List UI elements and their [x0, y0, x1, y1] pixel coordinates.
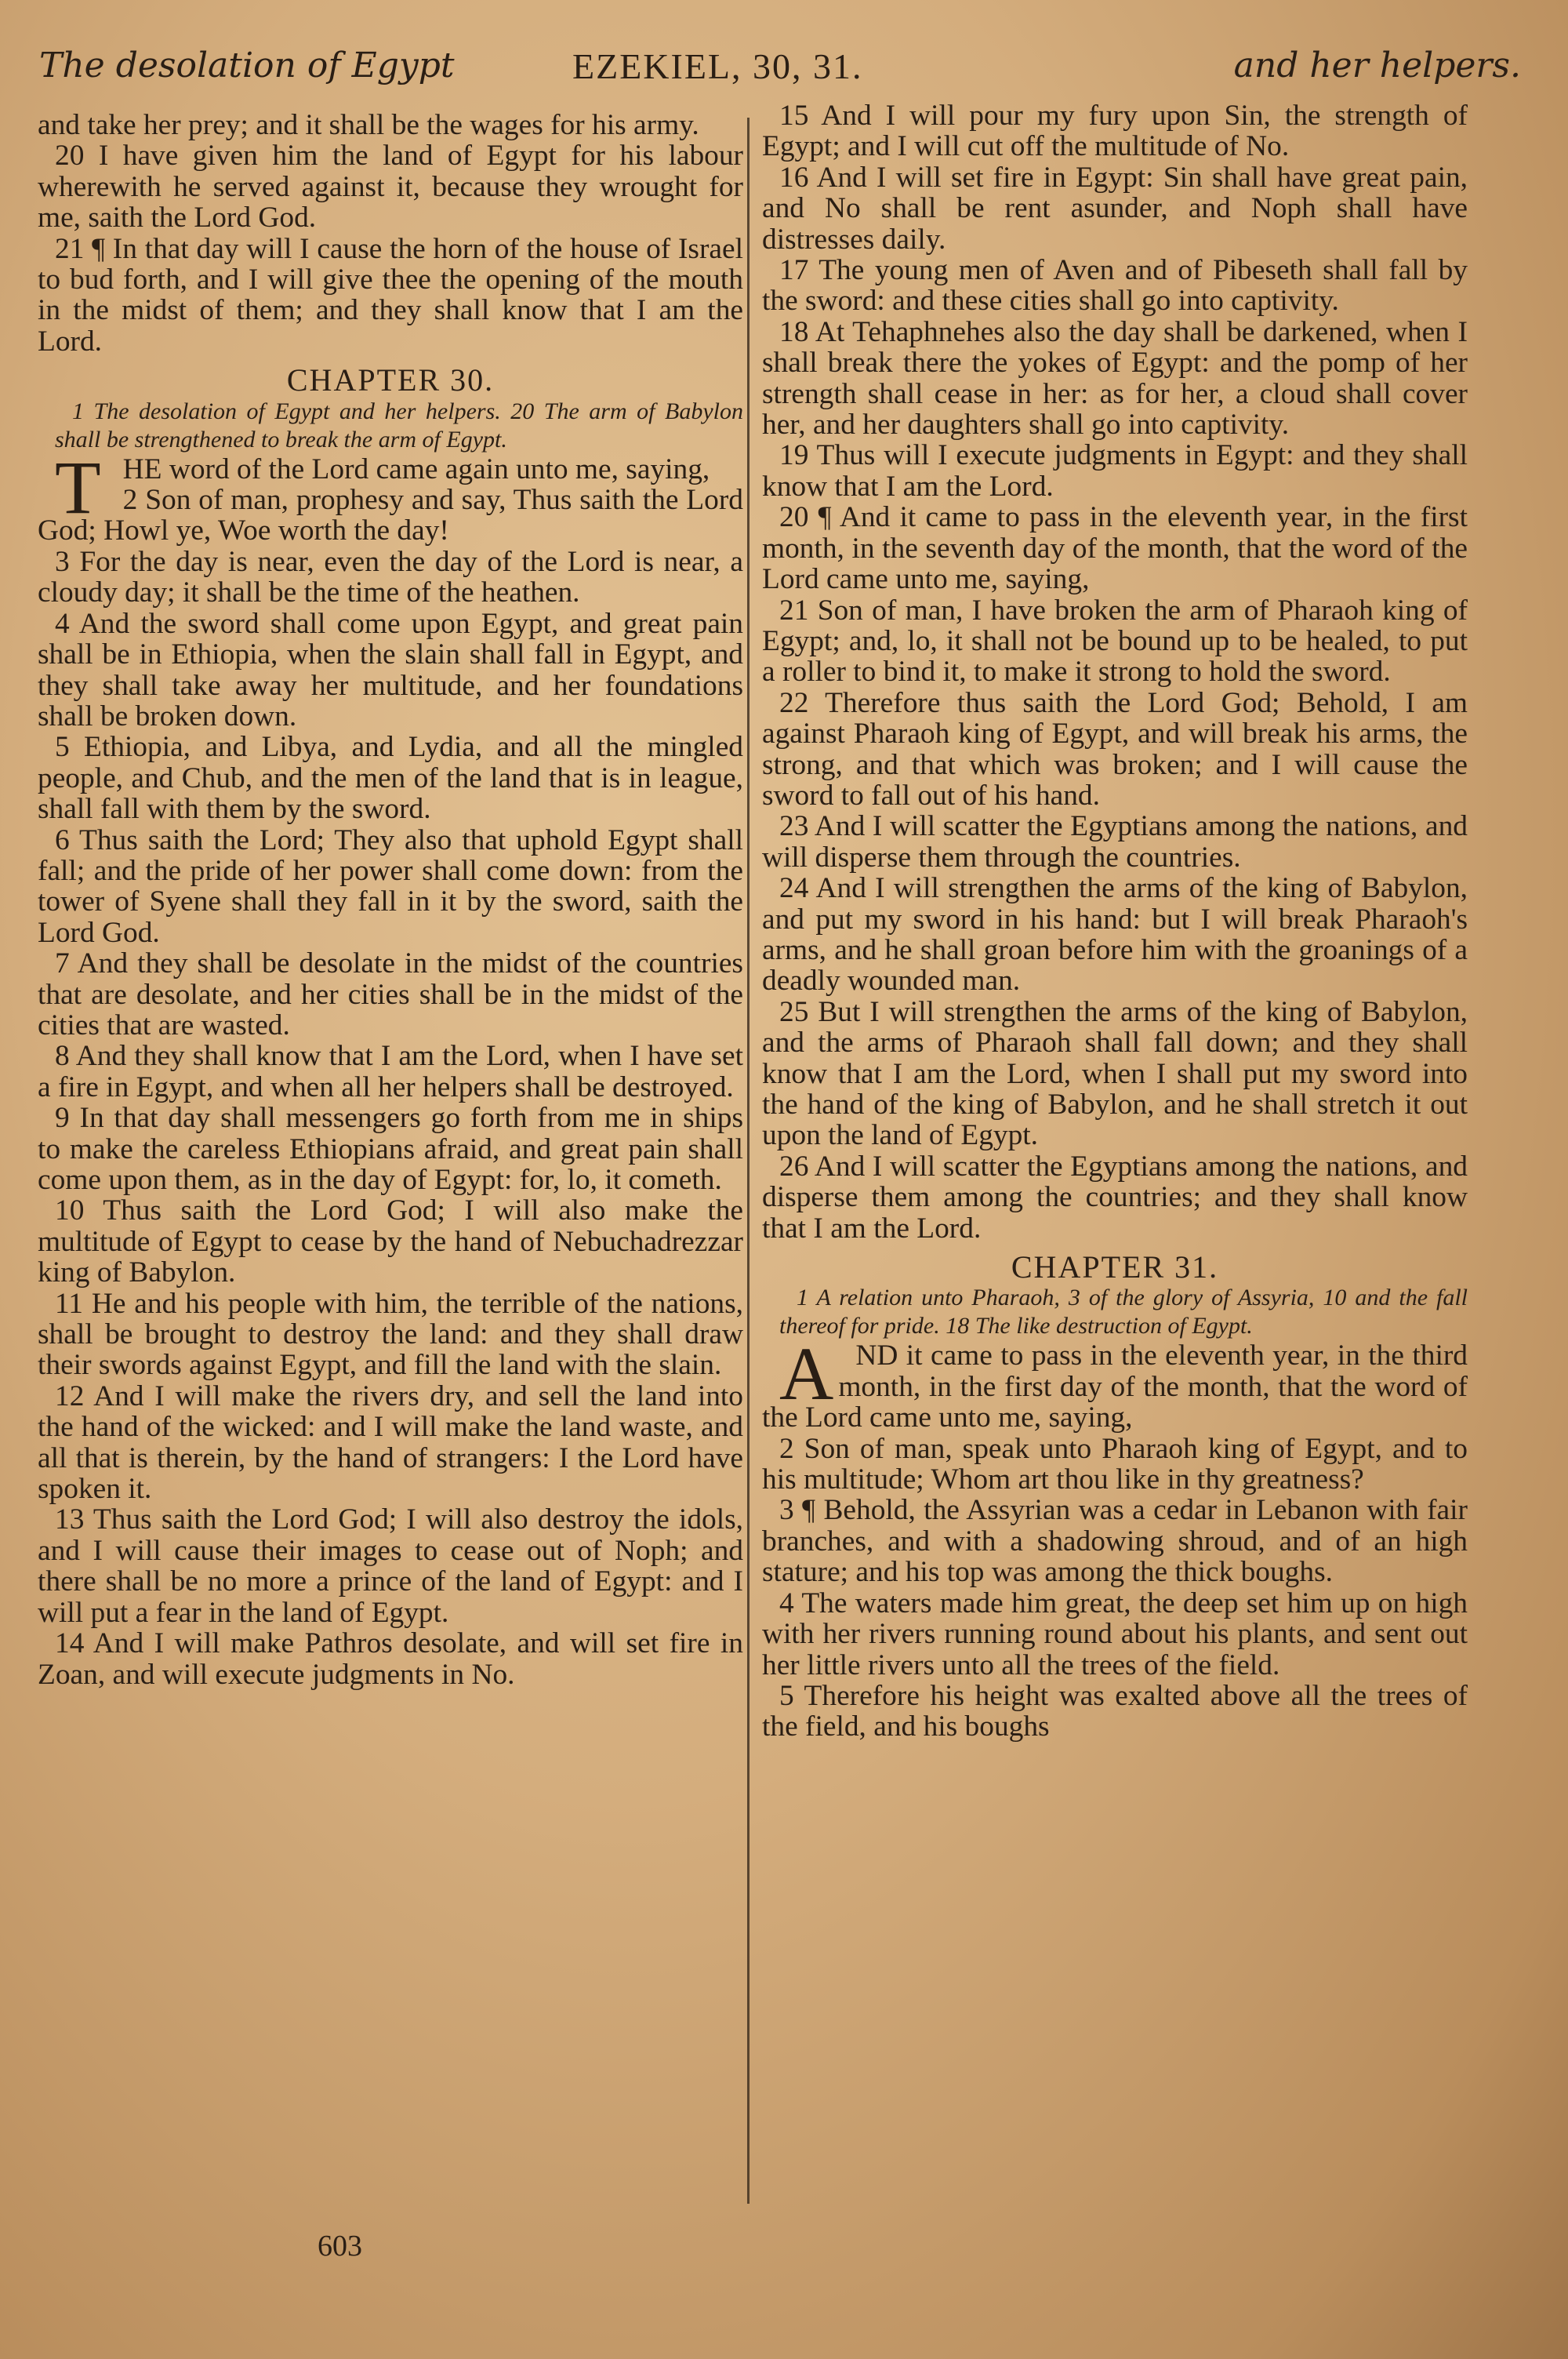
running-header: [39, 45, 1521, 93]
header-book-chapter: EZEKIEL, 30, 31.: [572, 46, 863, 86]
verse-30-13: 13 Thus saith the Lord God; I will also destroy the idols, and I will cause their images to cease out of Noph; and there shall be no more a prince of the land of Egypt: and I will put a fear in the land of Egypt.: [38, 1503, 743, 1629]
verse-31-5: 5 Therefore his height was exalted above all the trees of the field, and his boughs: [762, 1679, 1468, 1743]
drop-cap: T: [55, 445, 101, 529]
verse-30-18: 18 At Tehaphnehes also the day shall be darkened, when I shall break there the yokes of Egypt: and the pomp of her strength shall cease in her: as for her, a cloud shall cover her, and her daughters shall go into captivity.: [762, 315, 1468, 442]
verse-30-14: 14 And I will make Pathros desolate, and will set fire in Zoan, and will execute judgments in No.: [38, 1627, 743, 1691]
verse-30-8: 8 And they shall know that I am the Lord, when I have set a fire in Egypt, and when all her helpers shall be destroyed.: [38, 1040, 743, 1103]
right-column: [762, 100, 1468, 1743]
verse-30-15: 15 And I will pour my fury upon Sin, the strength of Egypt; and I will cut off the multitude of No.: [762, 100, 1468, 163]
chapter-30-heading: CHAPTER 30.: [286, 362, 495, 398]
verse-30-26: 26 And I will scatter the Egyptians among the nations, and disperse them among the countries; and they shall know that I am the Lord.: [762, 1150, 1468, 1245]
verse-30-6: 6 Thus saith the Lord; They also that uphold Egypt shall fall; and the pride of her power shall come down: from the tower of Syene shall they fall in it by the sword, saith the Lord God.: [38, 823, 743, 949]
chapter-31-summary: 1 A relation unto Pharaoh, 3 of the glory of Assyria, 10 and the fall thereof for pride. 18 The like destruction of Egypt.: [779, 1285, 1468, 1339]
verse-30-16: 16 And I will set fire in Egypt: Sin shall have great pain, and No shall be rent asunder, and Noph shall have distresses daily.: [762, 161, 1468, 256]
verse-30-11: 11 He and his people with him, the terrible of the nations, shall be brought to destroy the land: and they shall draw their swords against Egypt, and fill the land with the slain.: [38, 1287, 743, 1382]
verse-30-7: 7 And they shall be desolate in the midst of the countries that are desolate, and her cities shall be in the midst of the cities that are wasted.: [38, 947, 743, 1041]
verse-30-19: 19 Thus will I execute judgments in Egypt: and they shall know that I am the Lord.: [762, 439, 1468, 503]
verse-30-10: 10 Thus saith the Lord God; I will also make the multitude of Egypt to cease by the hand of Nebuchadrezzar king of Babylon.: [38, 1194, 743, 1289]
verse-30-2: 2 Son of man, prophesy and say, Thus saith the Lord God; Howl ye, Woe worth the day!: [38, 484, 743, 547]
verse-29-20: 20 I have given him the land of Egypt for his labour wherewith he served against it, because they wrought for me, saith the Lord God.: [38, 140, 743, 234]
verse-continuation: and take her prey; and it shall be the wages for his army.: [38, 109, 699, 141]
verse-31-2: 2 Son of man, speak unto Pharaoh king of Egypt, and to his multitude; Whom art thou like in thy greatness?: [762, 1432, 1468, 1496]
verse-30-23: 23 And I will scatter the Egyptians among the nations, and will disperse them through the countries.: [762, 810, 1468, 874]
verse-30-9: 9 In that day shall messengers go forth from me in ships to make the careless Ethiopians afraid, and great pain shall come upon them, as in the day of Egypt: for, lo, it cometh.: [38, 1102, 743, 1196]
verse-29-21: 21 ¶ In that day will I cause the horn of the house of Israel to bud forth, and I will give thee the opening of the mouth in the midst of them; and they shall know that I am the Lord.: [38, 232, 743, 358]
verse-30-24: 24 And I will strengthen the arms of the king of Babylon, and put my sword in his hand: but I will break Pharaoh's arms, and he shall groan before him with the groanings of a deadly wounded man.: [762, 872, 1468, 998]
verse-30-21: 21 Son of man, I have broken the arm of Pharaoh king of Egypt; and, lo, it shall not be bound up to be healed, to put a roller to bind it, to make it strong to hold the sword.: [762, 594, 1468, 689]
verse-30-3: 3 For the day is near, even the day of the Lord is near, a cloudy day; it shall be the time of the heathen.: [38, 545, 743, 609]
verse-30-22: 22 Therefore thus saith the Lord God; Behold, I am against Pharaoh king of Egypt, and will break his arms, the strong, and that which was broken; and I will cause the sword to fall out of his hand.: [762, 686, 1468, 812]
page-number: 603: [318, 2230, 362, 2263]
verse-31-1-text: ND it came to pass in the eleventh year, in the third month, in the first day of the month, that the word of the Lord came unto me, saying,: [762, 1339, 1468, 1434]
verse-30-5: 5 Ethiopia, and Libya, and Lydia, and all the mingled people, and Chub, and the men of the land that is in league, shall fall with them by the sword.: [38, 731, 743, 826]
drop-cap: A: [779, 1332, 834, 1416]
verse-30-20: 20 ¶ And it came to pass in the eleventh year, in the first month, in the seventh day of the month, that the word of the Lord came unto me, saying,: [762, 501, 1468, 596]
verse-30-4: 4 And the sword shall come upon Egypt, and great pain shall be in Ethiopia, when the slain shall fall in Egypt, and they shall take away her multitude, and her foundations shall be broken down.: [38, 607, 743, 732]
column-divider: [747, 118, 750, 2204]
header-left-title: The desolation of Egypt: [39, 45, 455, 85]
chapter-31-heading: CHAPTER 31.: [1011, 1249, 1219, 1285]
chapter-30-summary: 1 The desolation of Egypt and her helpers. 20 The arm of Babylon shall be strengthened to break the arm of Egypt.: [55, 398, 743, 453]
verse-30-12: 12 And I will make the rivers dry, and sell the land into the hand of the wicked: and I will make the land waste, and all that is therein, by the hand of strangers: I the Lord have spoken it.: [38, 1379, 743, 1506]
verse-31-1: [762, 1332, 1468, 1434]
verse-30-1-text: HE word of the Lord came again unto me, saying,: [122, 453, 710, 485]
left-column: [38, 110, 743, 1690]
verse-31-4: 4 The waters made him great, the deep set him up on high with her rivers running round about his plants, and sent out her little rivers unto all the trees of the field.: [762, 1587, 1468, 1681]
verse-30-25: 25 But I will strengthen the arms of the king of Babylon, and the arms of Pharaoh shall fall down; and they shall know that I am the Lord, when I shall put my sword into the hand of the king of Babylon, and he shall stretch it out upon the land of Egypt.: [762, 995, 1468, 1152]
header-right-title: and her helpers.: [1233, 45, 1521, 85]
verse-31-3: 3 ¶ Behold, the Assyrian was a cedar in Lebanon with fair branches, and with a shadowing shroud, and of an high stature; and his top was among the thick boughs.: [762, 1494, 1468, 1589]
verse-30-17: 17 The young men of Aven and of Pibeseth shall fall by the sword: and these cities shall go into captivity.: [762, 254, 1468, 318]
